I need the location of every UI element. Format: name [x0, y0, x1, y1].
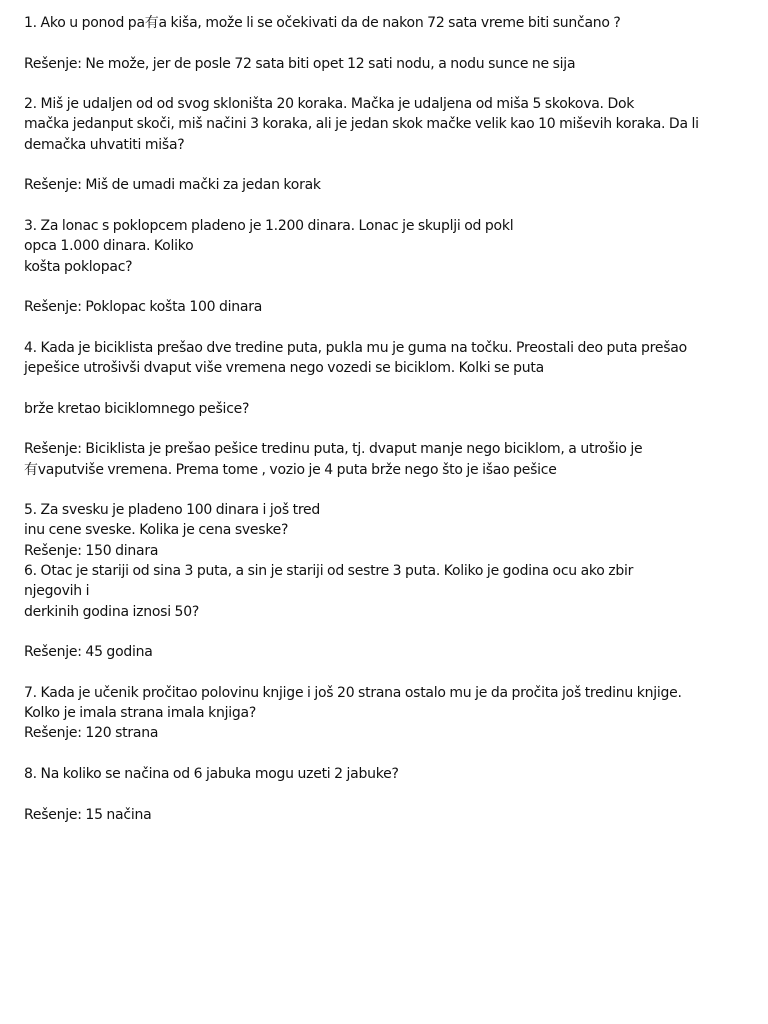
text-line: Rešenje: Ne može, jer de posle 72 sata biti opet 12 sati nodu, a nodu sunce ne sija [24, 55, 576, 72]
text-line: 3. Za lonac s poklopcem pladeno je 1.200 dinara. Lonac je skuplji od pokl [24, 217, 514, 234]
text-line: Rešenje: Poklopac košta 100 dinara [24, 299, 263, 316]
text-line: Rešenje: 150 dinara [24, 542, 159, 559]
text-line: mačka jedanput skoči, miš načini 3 koraka, ali je jedan skok mačke velik kao 10 miševih koraka. Da li [24, 116, 699, 133]
text-line: 4. Kada je biciklista prešao dve tredine puta, pukla mu je guma na točku. Preostali deo puta prešao [24, 339, 687, 356]
blank-line [24, 74, 754, 94]
blank-line [24, 378, 754, 398]
blank-line [24, 419, 754, 439]
text-line: 5. Za svesku je pladeno 100 dinara i još tred [24, 502, 321, 519]
text-line: Rešenje: 15 načina [24, 806, 152, 823]
blank-line [24, 196, 754, 216]
blank-line [24, 317, 754, 337]
text-line: Rešenje: 45 godina [24, 644, 153, 661]
document-body [24, 13, 754, 825]
text-line: jepešice utrošivši dvaput više vremena nego vozedi se biciklom. Kolki se puta [24, 360, 544, 377]
blank-line [24, 663, 754, 683]
text-line: košta poklopac? [24, 258, 133, 275]
text-line: brže kretao biciklomnego pešice? [24, 400, 250, 417]
text-line: Rešenje: Miš de umadi mački za jedan korak [24, 177, 321, 194]
text-line: 2. Miš je udaljen od od svog skloništa 20 koraka. Mačka je udaljena od miša 5 skokova. Dok [24, 96, 635, 113]
blank-line [24, 33, 754, 53]
blank-line [24, 744, 754, 764]
text-line: opca 1.000 dinara. Koliko [24, 238, 194, 255]
text-line: 1. Ako u ponod pa有a kiša, može li se očekivati da de nakon 72 sata vreme biti sunčano ? [24, 15, 621, 31]
text-line: 8. Na koliko se načina od 6 jabuka mogu uzeti 2 jabuke? [24, 765, 399, 782]
text-line: 7. Kada je učenik pročitao polovinu knjige i još 20 strana ostalo mu je da pročita još tredinu knjige. [24, 684, 682, 701]
text-line: Rešenje: Biciklista je prešao pešice tredinu puta, tj. dvaput manje nego biciklom, a utrošio je [24, 441, 643, 458]
blank-line [24, 480, 754, 500]
text-line: Kolko je imala strana imala knjiga? [24, 705, 256, 722]
text-line: 6. Otac je stariji od sina 3 puta, a sin je stariji od sestre 3 puta. Koliko je godina ocu ako zbir [24, 563, 634, 580]
blank-line [24, 277, 754, 297]
blank-line [24, 622, 754, 642]
text-line: 有vaputviše vremena. Prema tome , vozio je 4 puta brže nego što je išao pešice [24, 461, 557, 478]
blank-line [24, 155, 754, 175]
text-line: Rešenje: 120 strana [24, 725, 159, 742]
text-line: demačka uhvatiti miša? [24, 136, 185, 153]
text-line: inu cene sveske. Kolika je cena sveske? [24, 522, 289, 539]
text-line: njegovih i [24, 583, 90, 600]
blank-line [24, 784, 754, 804]
text-line: derkinih godina iznosi 50? [24, 603, 200, 620]
